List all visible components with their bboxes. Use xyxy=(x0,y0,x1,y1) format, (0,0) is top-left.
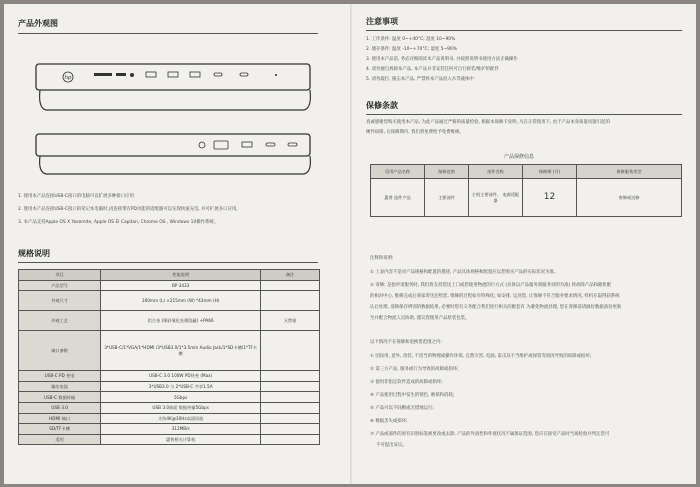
spec-value: 5Gbps xyxy=(101,392,261,403)
spec-value: USB-C 3.0 100W PD快充 (Max) xyxy=(101,371,261,382)
spec-note xyxy=(261,371,320,382)
exclusion-item: ④ 产品使用过程中发生的锈色, 磨损和消耗; xyxy=(370,393,455,398)
hp-logo: hp xyxy=(64,75,72,81)
spec-value: 3*USB3.0 与 2*USB-C 共享1.5A xyxy=(101,381,261,392)
spec-key: 外观工艺 xyxy=(19,311,101,331)
exclusion-item: ⑤ 产品可以不间断或无错地运行; xyxy=(370,406,434,411)
warranty-header-part: 部件名称 xyxy=(469,165,523,179)
spec-row xyxy=(19,381,320,392)
warranty-header-row xyxy=(371,165,682,179)
divider xyxy=(18,33,318,34)
warranty-header-product: 适用产品名称 xyxy=(371,165,425,179)
remark-line: ② 寄修: 是指申请服务时, 我们将支持您送上门或您使用物流的行方式 (具体以产品服务商服务说明为准) 将故障产品和随机配 xyxy=(370,283,612,288)
spec-header-item: 项目 xyxy=(19,270,101,281)
warranty-intro-1: 真诚感谢您购买使用本产品, 为此产品通过严格的质量检验, 根据本保修卡说明, 凡在正常使用下, 由于产品本身质量问题引起的 xyxy=(366,120,610,125)
spec-note xyxy=(261,413,320,424)
notice-item-4: 4. 请勿擅自拆卸本产品, 本产品并非安装任何可自行拆装/维护的配件 xyxy=(366,67,499,72)
notice-item-5: 5. 请勿敲打, 撞击本产品, 严禁将本产品投入水等液体中 xyxy=(366,77,474,82)
exclusion-item: ⑥ 数据丢失或损坏; xyxy=(370,419,408,424)
spec-value: 3*USB-C/1*VGA/1*HDMI /3*USB3.0/1*3.5mm Audio Jack/1*SD卡槽/1*TF卡槽 xyxy=(101,331,261,371)
spec-row xyxy=(19,311,320,331)
spec-key: SD/TF卡槽 xyxy=(19,424,101,435)
warranty-service: 寄修或送修 xyxy=(577,179,682,217)
divider xyxy=(366,114,682,115)
spec-value: 300mm (L) ×215mm (W) *43mm (H) xyxy=(101,291,261,311)
remark-line: ① 上表内容不是对产品规格和配置的描述, 产品具体规格和配置应以您购买产品的实际状况为准。 xyxy=(370,270,559,275)
spec-row xyxy=(19,371,320,382)
spec-value: 惠普相关计算机 xyxy=(101,434,261,445)
notice-item-3: 3. 使用本产品前, 务必详细阅读本产品说明书, 并按照说明书使用方法正确操作 xyxy=(366,57,518,62)
exclusion-item: ⑦ 产品或部件的原有识别标签被更改或去除, 产品的外备性和外观状况不属保证范围, 您应在接受产品时当场检验并判定您可 xyxy=(370,432,610,437)
spec-key: 适用 xyxy=(19,434,101,445)
spec-key: USB 3.0 xyxy=(19,402,101,413)
spec-key: 产品型号 xyxy=(19,280,101,291)
exclusion-item: ③ 使用非指定软件造成的故障或损坏; xyxy=(370,380,443,385)
warranty-product: 惠普 选件产品 xyxy=(371,179,425,217)
spec-value: BP 3433 xyxy=(101,280,261,291)
warranty-table xyxy=(370,164,682,217)
warranty-heading: 保修条款 xyxy=(366,101,398,110)
warranty-header-scope: 保修范围 xyxy=(425,165,469,179)
remarks-title: 注释和说明: xyxy=(370,256,394,261)
spec-note xyxy=(261,424,320,435)
spec-header-note: 备注 xyxy=(261,270,320,281)
spec-key: 外观尺寸 xyxy=(19,291,101,311)
appearance-heading: 产品外观图 xyxy=(18,19,58,28)
page-fold xyxy=(350,4,352,484)
exclusions-title: 以下情况不在保修和退换货范围之内: xyxy=(370,340,442,345)
spec-note xyxy=(261,434,320,445)
spec-note xyxy=(261,331,320,371)
notice-heading: 注意事项 xyxy=(366,17,398,26)
spec-row xyxy=(19,413,320,424)
warranty-scope: 主要部件 xyxy=(425,179,469,217)
divider xyxy=(18,262,318,263)
spec-note xyxy=(261,392,320,403)
note-1: 1. 使用本产品连接USB-C接口的电脑可以扩展多种接口应用 xyxy=(18,194,134,199)
warranty-part: 主机主要部件、 电源适配器 xyxy=(469,179,523,217)
dock-front-view-illustration xyxy=(34,58,316,114)
remark-line: 的相对中心, 维修完成后商家寄送还给您, 维修的过程如有特殊化; 如安排, 运送您, 让保修不符合服务要求情况, 样机在取得获系统 xyxy=(370,294,620,299)
warranty-header-period: 保修期 (月) xyxy=(523,165,577,179)
exclusion-item-cont: 不可提出异议。 xyxy=(376,443,407,448)
divider xyxy=(366,30,682,31)
warranty-header-service: 保修服务类型 xyxy=(577,165,682,179)
spec-value: 312MB/s xyxy=(101,424,261,435)
spec-key: 输出电流 xyxy=(19,381,101,392)
note-3: 3. 本产品支持Apple OS X Yosemite, Apple OS El Capitan, Chrome OS , Windows 10操作系统。 xyxy=(18,220,219,225)
spec-table xyxy=(18,269,320,445)
spec-row xyxy=(19,434,320,445)
dock-rear-view-illustration xyxy=(34,130,316,178)
note-2: 2. 使用本产品连接USB-C接口的笔记本电脑时,再连接带有PD功能的适配器可以实现快速充电, 并可扩展多口应用。 xyxy=(18,207,241,212)
spec-note: 天然银 xyxy=(261,311,320,331)
spec-header-row xyxy=(19,270,320,281)
remark-line: 至并配合物流人员协助, 建议您使用产品原装包装。 xyxy=(370,316,470,321)
spec-value: 铝合金 (喷砂氧化处理隐蔽) +PA66 xyxy=(101,311,261,331)
remark-line: 认后处理, 清除保存辨别的数据结果, 必要时您有义务配合我们进行相关的配套有 为避免物流处理, 您在寄修前请做好数据备份更新 xyxy=(370,305,622,310)
exclusion-item: ① 因误用, 意外, 改装, 不适当的物理或操作环境, 自然灾害, 电涌, 雷击及不当维护或保管等原因导致的故障或损坏; xyxy=(370,354,592,359)
spec-value: USB 3.0界面 数据传输5Gbps xyxy=(101,402,261,413)
spec-key: USB-C 数据传输 xyxy=(19,392,101,403)
spec-key: USB-C PD 充电 xyxy=(19,371,101,382)
spec-row xyxy=(19,280,320,291)
notice-item-1: 1. 工作条件: 温度 0~+40°C; 湿度 10~90% xyxy=(366,37,456,42)
instruction-sheet xyxy=(4,4,696,484)
spec-row xyxy=(19,402,320,413)
spec-key: 端口参数 xyxy=(19,331,101,371)
spec-note xyxy=(261,402,320,413)
warranty-period: 12 xyxy=(523,179,577,217)
spec-key: HDMI 端口 xyxy=(19,413,101,424)
spec-note xyxy=(261,280,320,291)
spec-heading: 规格说明 xyxy=(18,249,50,258)
spec-row xyxy=(19,424,320,435)
spec-header-desc: 性能说明 xyxy=(101,270,261,281)
warranty-table-title: 产品保修信息 xyxy=(504,154,535,160)
warranty-intro-2: 硬件故障, 在保修期内, 我们将免费给予免费维修。 xyxy=(366,130,464,135)
notice-item-2: 2. 储存条件: 温度 -10~+70°C; 湿度 5~90% xyxy=(366,47,457,52)
spec-row xyxy=(19,331,320,371)
spec-note xyxy=(261,291,320,311)
spec-row xyxy=(19,291,320,311)
spec-value: 支持4K@30Hz高清回放 xyxy=(101,413,261,424)
spec-note xyxy=(261,381,320,392)
spec-row xyxy=(19,392,320,403)
exclusion-item: ② 第三方产品, 服务或行为导致的故障或损坏; xyxy=(370,367,459,372)
warranty-row xyxy=(371,179,682,217)
